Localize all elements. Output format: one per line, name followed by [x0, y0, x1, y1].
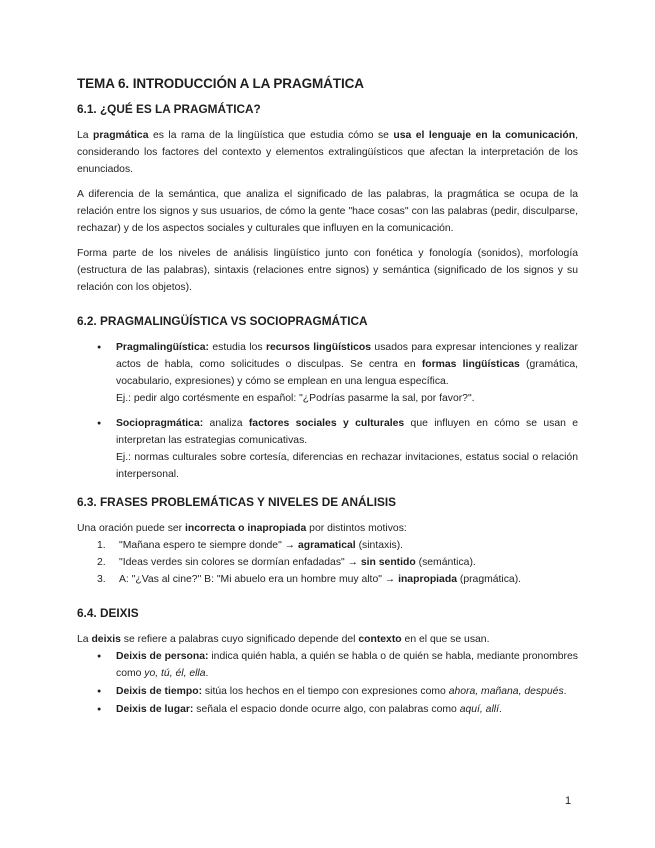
comparison-list	[77, 339, 578, 483]
list-item-deixis-tiempo: ● Deixis de tiempo: sitúa los hechos en el tiempo con expresiones como ahora, mañana, después.	[77, 683, 578, 700]
example-text: Ej.: normas culturales sobre cortesía, diferencias en rechazar invitaciones, estatus social o relación interpersonal.	[116, 452, 578, 480]
section-6-2	[77, 312, 578, 483]
paragraph-analysis-levels: Forma parte de los niveles de análisis lingüístico junto con fonética y fonología (sonidos), morfología (estructura de las palabras), sintaxis (relaciones entre signos) y semántica (significado de los signos y su relación con los objetos).	[77, 248, 578, 293]
list-item-sociopragmatica: ● Sociopragmática: analiza factores sociales y culturales que influyen en cómo se usan e interpretan las estrategias comunicativas. Ej.: normas culturales sobre cortesía, diferencias en rechazar invitaciones, estatus social o relación interpersonal.	[77, 415, 578, 483]
paragraph-deixis-intro: La deixis se refiere a palabras cuyo significado depende del contexto en el que se usan.	[77, 634, 490, 645]
document-title: TEMA 6. INTRODUCCIÓN A LA PRAGMÁTICA	[77, 76, 364, 91]
list-item-pragmalinguistica: ● Pragmalingüística: estudia los recursos lingüísticos usados para expresar intenciones y realizar actos de habla, como solicitudes o disculpas. Se centra en formas lingüísticas (gramática, vocabulario, expresiones) y cómo se emplean en una lengua específica. Ej.: pedir algo cortésmente en español: "¿Podrías pasarme la sal, por favor?".	[77, 339, 578, 407]
list-item: 3. A: "¿Vas al cine?" B: "Mi abuelo era un hombre muy alto" → inapropiada (pragmática).	[97, 574, 522, 585]
list-item: 1. "Mañana espero te siempre donde" → agramatical (sintaxis).	[97, 540, 404, 551]
numbered-list	[77, 537, 578, 588]
section-6-3	[77, 493, 578, 588]
paragraph-semantics-contrast: A diferencia de la semántica, que analiza el significado de las palabras, la pragmática se ocupa de la relación entre los signos y sus usuarios, de cómo la gente "hace cosas" con las palabras (pedir, disculparse, rechazar) y de los aspectos sociales y culturales que influyen en la comunicación.	[77, 189, 578, 234]
section-heading-6-3: 6.3. FRASES PROBLEMÁTICAS Y NIVELES DE ANÁLISIS	[77, 495, 397, 509]
paragraph-definition: La pragmática es la rama de la lingüística que estudia cómo se usa el lenguaje en la comunicación, considerando los factores del contexto y elementos extralingüísticos que afectan la interpretación de los enunciados.	[77, 130, 578, 175]
paragraph-intro: Una oración puede ser incorrecta o inapropiada por distintos motivos:	[77, 523, 407, 534]
section-heading-6-2: 6.2. PRAGMALINGÜÍSTICA VS SOCIOPRAGMÁTICA	[77, 314, 368, 328]
list-item-deixis-persona: ● Deixis de persona: indica quién habla, a quién se habla o de quién se habla, mediante pronombres como yo, tú, él, ella.	[77, 648, 578, 682]
list-item-deixis-lugar: ● Deixis de lugar: señala el espacio donde ocurre algo, con palabras como aquí, allí.	[77, 701, 578, 718]
section-heading-6-4: 6.4. DEIXIS	[77, 606, 139, 620]
section-6-4	[77, 604, 578, 718]
example-text: Ej.: pedir algo cortésmente en español: "¿Podrías pasarme la sal, por favor?".	[116, 393, 475, 404]
page-number: 1	[565, 795, 572, 807]
document-body	[77, 74, 578, 728]
deixis-list	[77, 648, 578, 718]
section-heading-6-1: 6.1. ¿QUÉ ES LA PRAGMÁTICA?	[77, 102, 261, 116]
list-item: 2. "Ideas verdes sin colores se dormían enfadadas" → sin sentido (semántica).	[97, 557, 476, 568]
